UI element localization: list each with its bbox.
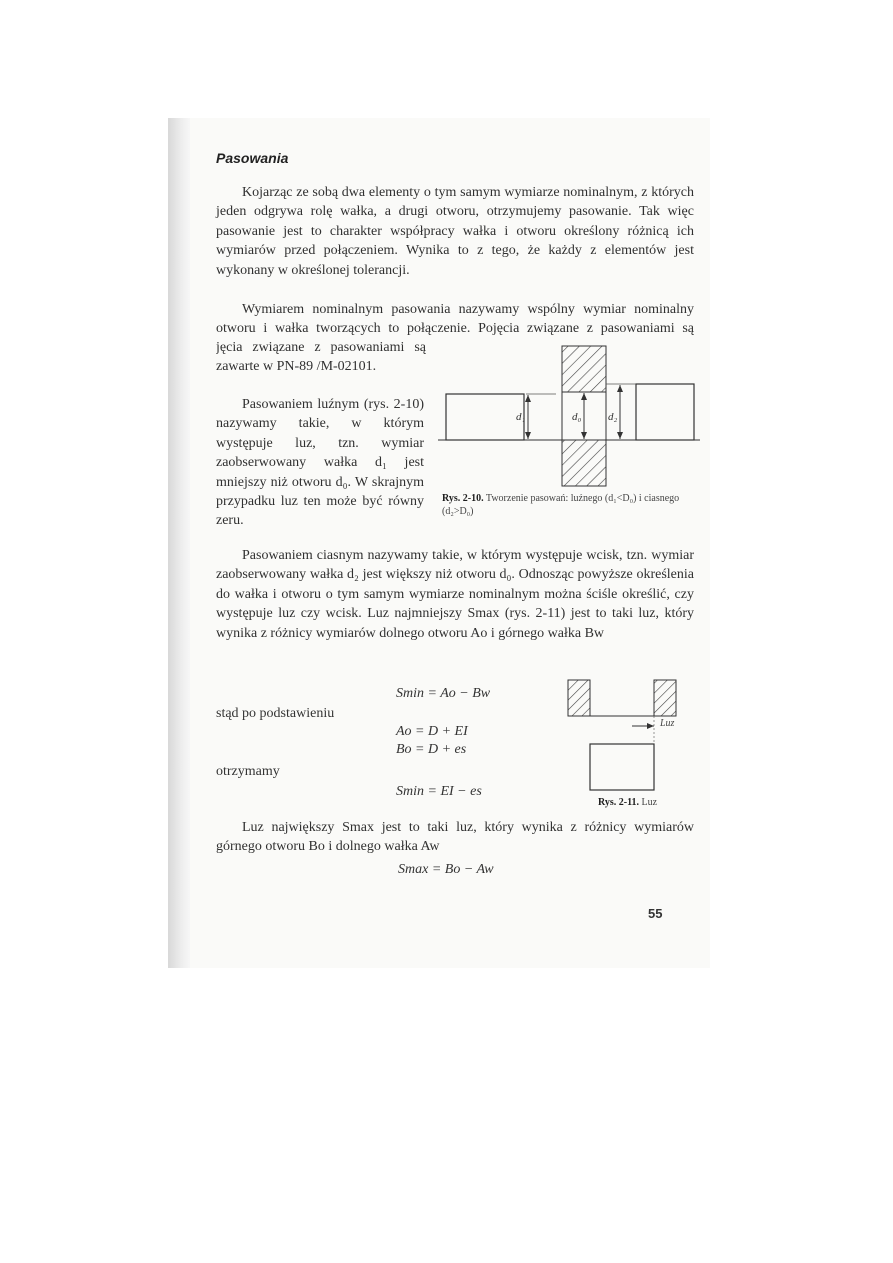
para4-text: Pasowaniem ciasnym nazywamy takie, w którym występuje wcisk, tzn. wymiar zaobserwowany wałka d₂ jest większy niż otworu d₀. Odnosząc powyższe określenia do wałka i otworu o tym samym wymiarze nominalnym można ściśle określić, czy występuje luz czy wcisk. Luz najmniejszy Smax (rys. 2-11) jest to taki luz, który wynika z różnicy wymiarów dolnego otworu Ao i górnego wałka Bw <box>216 548 694 641</box>
hole-right-wall <box>654 680 676 716</box>
fig1-caption-label: Rys. 2-10. <box>442 493 484 504</box>
paragraph-pasowanie-ciasne <box>216 546 694 643</box>
shaft-d2 <box>636 384 694 440</box>
para3-text: Pasowaniem luźnym (rys. 2-10) nazywamy takie, w którym występuje luz, tzn. wymiar zaobserwowany wałka d₁ jest mniejszy niż otworu d₀. W skrajnym przypadku luz ten może być równy zeru. <box>216 397 424 529</box>
para1-text: Kojarząc ze sobą dwa elementy o tym samym wymiarze nominalnym, z których jeden odgrywa rolę wałka, a drugi otworu, otrzymujemy pasowanie. Tak więc pasowanie jest to charakter współpracy wałka i otworu określony różnicą ich wymiarów przed połączeniem. Wynika to z tego, że każdy z elementów jest wykonany w określonej tolerancji. <box>216 185 694 278</box>
page-number: 55 <box>648 906 663 921</box>
paragraph-pasowanie <box>216 183 694 280</box>
scan-shadow-edge <box>168 118 190 968</box>
fig2-caption-label: Rys. 2-11. <box>598 797 640 808</box>
fig2-caption-text: Luz <box>641 797 658 808</box>
hole-left-wall <box>568 680 590 716</box>
figure-2-11-caption <box>598 796 657 809</box>
hole-wall-bottom <box>562 440 606 486</box>
label-d2: d₂ <box>608 411 618 423</box>
shaft-rect <box>590 744 654 790</box>
shaft-d1 <box>446 394 524 440</box>
text-stad-po-podstawieniu: stąd po podstawieniu <box>216 706 335 721</box>
fig1-caption-text: Tworzenie pasowań: luźnego (d₁<D₀) i ciasnego (d₂>D₀) <box>442 493 680 517</box>
label-d0: d₀ <box>572 411 582 423</box>
figure-2-10 <box>438 340 700 490</box>
para2-column-text: jęcia związane z pasowaniami są zawarte w PN-89 /M-02101. <box>216 340 426 374</box>
label-luz: Luz <box>660 718 675 729</box>
formula-smax: Smax = Bo − Aw <box>398 862 494 877</box>
paragraph-wymiar-nominalny <box>216 300 694 338</box>
hole-wall-top <box>562 346 606 392</box>
section-heading: Pasowania <box>216 150 289 166</box>
formula-smin-1: Smin = Ao − Bw <box>396 686 491 701</box>
formula-smin-2: Smin = EI − es <box>396 784 482 799</box>
formula-ao: Ao = D + EI <box>396 724 468 739</box>
para2-column-lead <box>216 338 426 374</box>
text-otrzymamy: otrzymamy <box>216 764 280 779</box>
paragraph-pasowanie-luzne <box>216 395 424 531</box>
label-d1: d₁ <box>516 411 526 423</box>
paragraph-luz-najwiekszy <box>216 818 694 857</box>
figure-2-10-caption <box>442 492 692 518</box>
figure-2-11 <box>562 676 692 796</box>
para2-text: Wymiarem nominalnym pasowania nazywamy wspólny wymiar nominalny otworu i wałka tworzących to połączenie. Pojęcia związane z pasowaniami są <box>216 302 694 337</box>
para5-text: Luz największy Smax jest to taki luz, który wynika z różnicy wymiarów górnego otworu Bo i dolnego wałka Aw <box>216 820 694 855</box>
formula-bo: Bo = D + es <box>396 742 467 757</box>
